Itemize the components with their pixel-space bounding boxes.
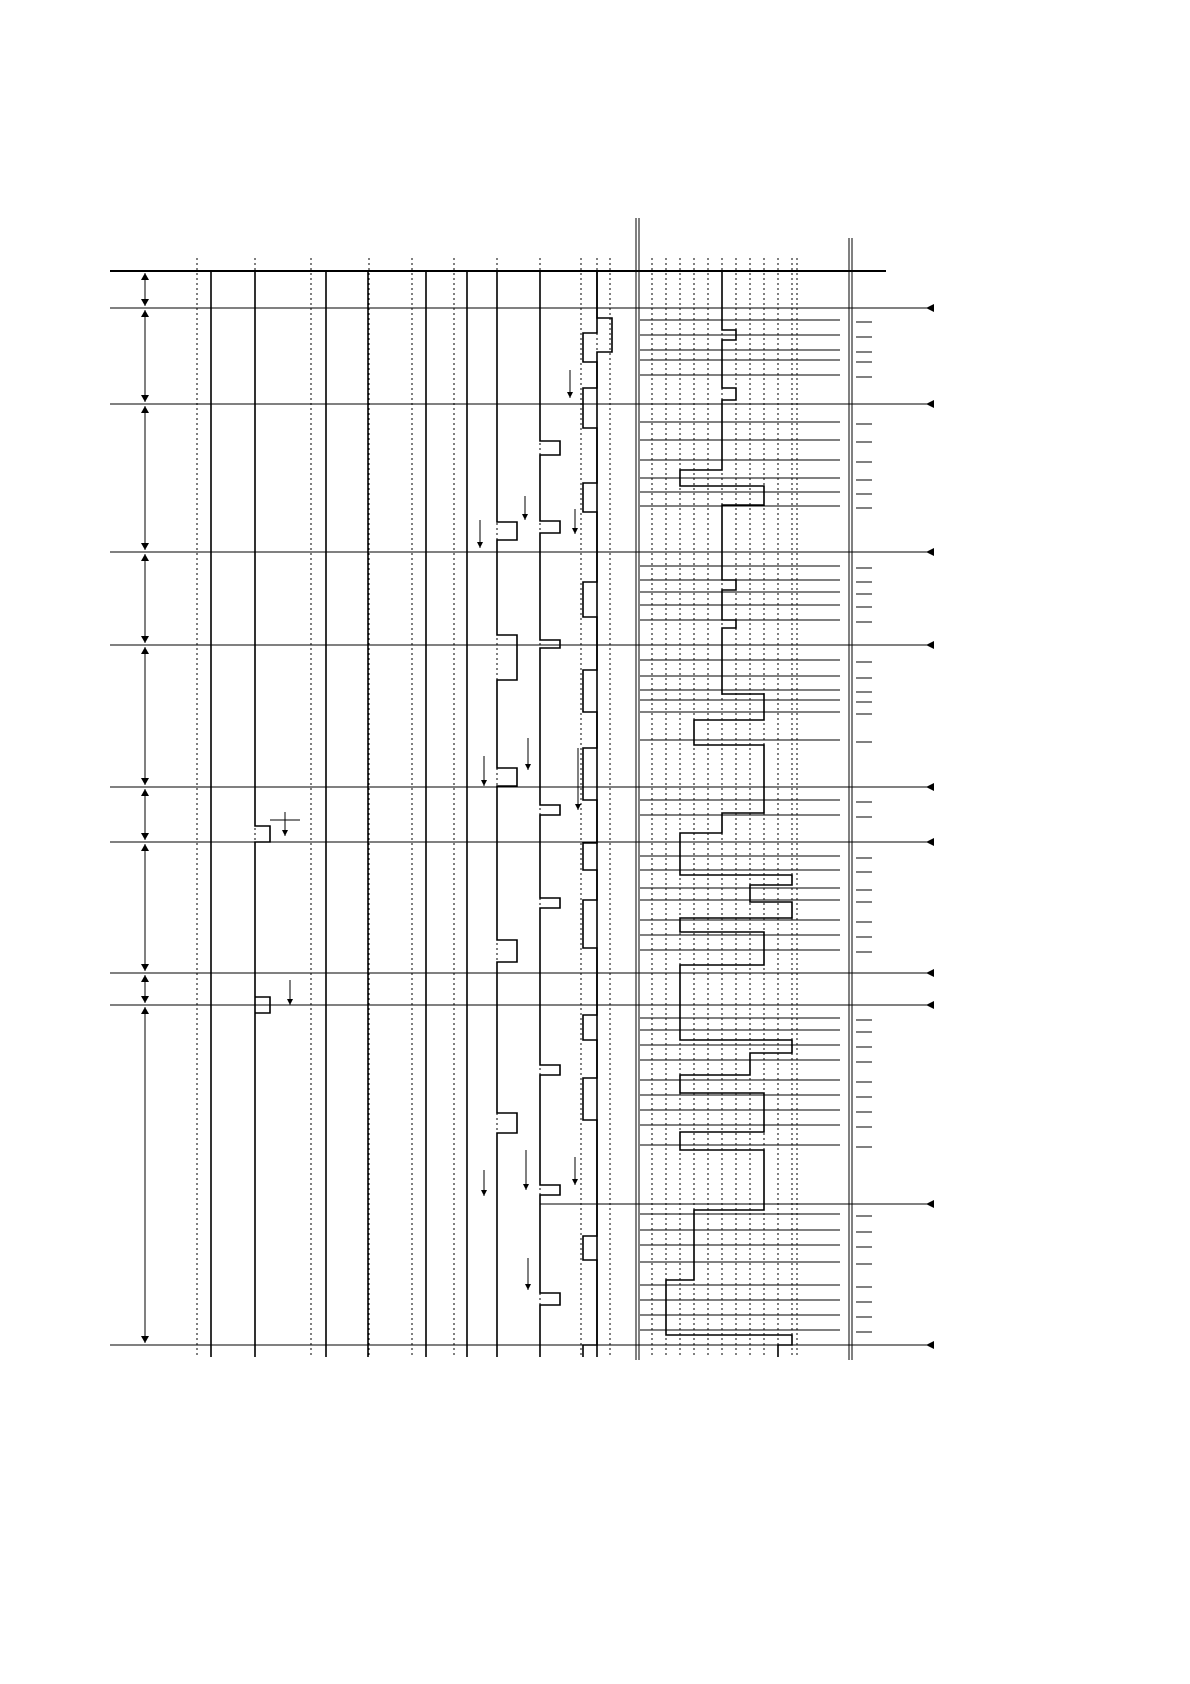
dimension-arrow-down-7 [141,996,149,1003]
waveforms [255,271,872,1357]
row-marker-1 [926,400,934,408]
timing-arrow-head-11 [572,1179,578,1185]
row-marker-5 [926,838,934,846]
signal-vertical-lines [211,218,852,1360]
dimension-arrow-up-2 [141,406,149,413]
dimension-arrows [141,273,581,1343]
dimension-arrow-up-4 [141,647,149,654]
timing-arrow-head-7 [282,830,288,836]
dimension-arrow-down-2 [141,543,149,550]
row-marker-2 [926,548,934,556]
timing-arrow-head-12 [525,1284,531,1290]
row-marker-4 [926,783,934,791]
timing-arrow-head-5 [481,780,487,786]
dimension-arrow-up-7 [141,975,149,982]
timing-arrow-head-1 [522,514,528,520]
timing-arrow-head-0 [567,392,573,398]
row-marker-6 [926,969,934,977]
dimension-arrow-down-6 [141,964,149,971]
timing-arrow-head-4 [525,764,531,770]
timing-arrow-head-8 [287,999,293,1005]
wave-597 [583,271,597,1357]
timing-row-lines [110,271,928,1345]
dimension-arrow-up-0 [141,273,149,280]
dimension-arrow-up-8 [141,1007,149,1014]
dimension-arrow-down-8 [141,1336,149,1343]
dimension-arrow-up-5 [141,789,149,796]
timing-arrow-head-6 [575,804,581,810]
dimension-arrow-down-1 [141,395,149,402]
row-marker-extra [926,1200,934,1208]
row-marker-3 [926,641,934,649]
wave-722 [666,271,792,1357]
dimension-arrow-down-5 [141,833,149,840]
wave-540 [540,271,560,1357]
row-markers [926,304,934,1349]
dimension-arrow-down-3 [141,636,149,643]
wave-497 [497,271,517,1357]
timing-arrow-head-3 [572,528,578,534]
timing-arrow-head-10 [481,1190,487,1196]
row-marker-8 [926,1341,934,1349]
row-marker-7 [926,1001,934,1009]
dimension-arrow-up-1 [141,310,149,317]
timing-arrow-head-9 [523,1184,529,1190]
dimension-arrow-down-0 [141,299,149,306]
dimension-arrow-up-3 [141,554,149,561]
dimension-arrow-down-4 [141,778,149,785]
timing-arrow-head-2 [477,542,483,548]
signal-wave-255 [255,271,270,1357]
dimension-arrow-up-6 [141,844,149,851]
row-marker-0 [926,304,934,312]
